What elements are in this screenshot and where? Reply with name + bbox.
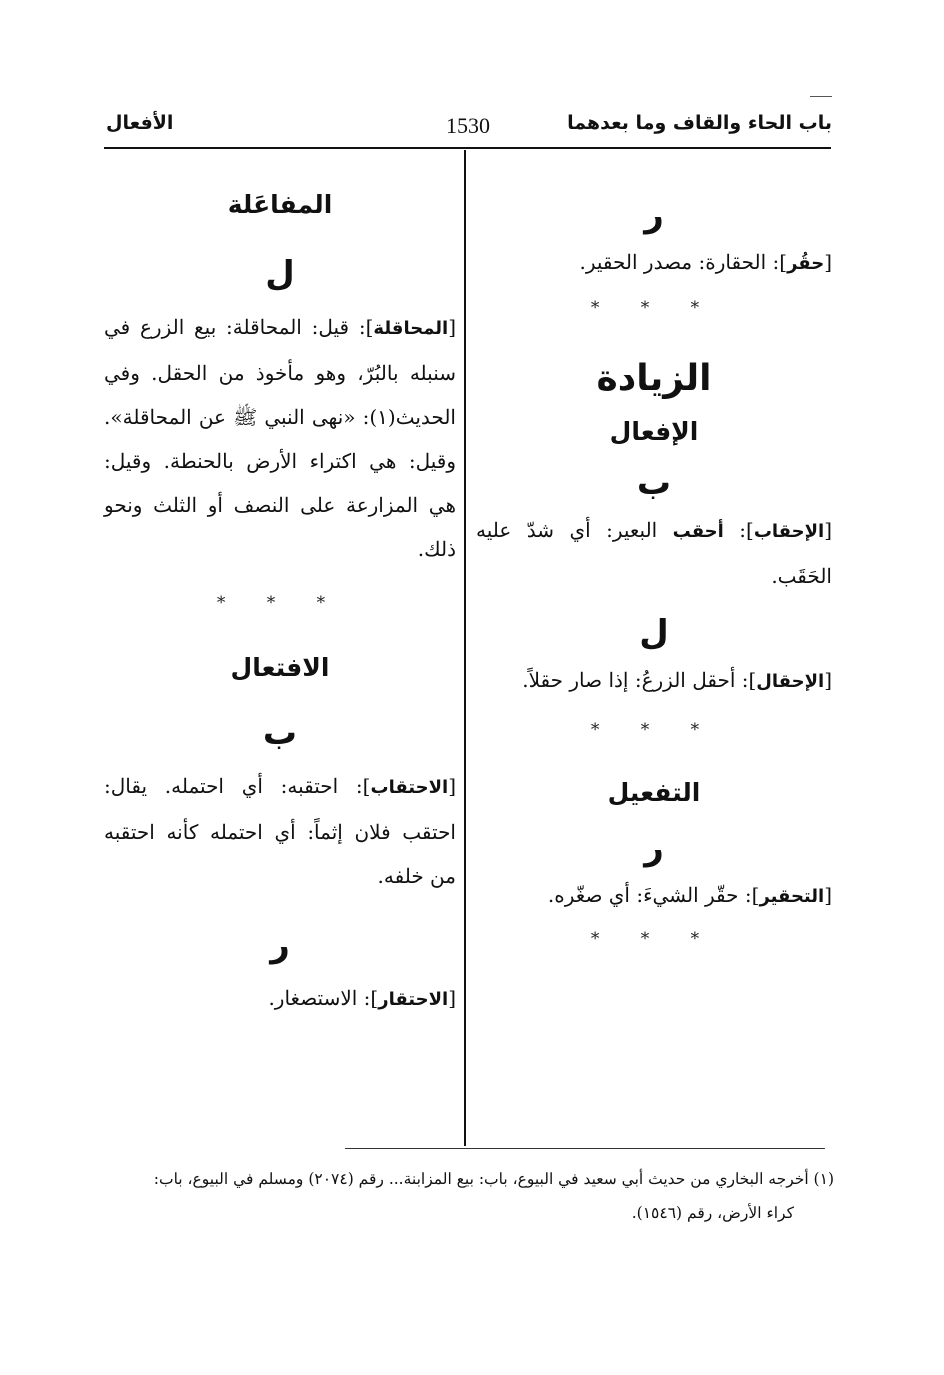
separator-stars: * * * (590, 720, 718, 740)
left-column (104, 150, 456, 1022)
heading-mufa3ala: المفاعَلة (227, 190, 333, 219)
entry-muhaqala: [المحاقلة]: قيل: المحاقلة: بيع الزرع في سنبله بالبُرّ، وهو مأخوذ من الحقل. وفي الحديث(١): «نهى النبي ﷺ عن المحاقلة». وقيل: هي اكتراء الأرض بالحنطة. وقيل: هي المزارعة على النصف أو الثلث ونحو ذلك. (104, 315, 456, 561)
heading-ifti3al: الافتعال (230, 653, 330, 682)
entry-bold-word: أحقب (672, 521, 724, 542)
letter-heading: ر (644, 828, 664, 868)
entry-headword: الاحتقار (378, 989, 449, 1010)
letter-heading: ل (639, 613, 669, 653)
letter-heading: ر (644, 195, 664, 235)
column-divider (464, 150, 466, 1146)
entry-text: : قيل: المحاقلة: بيع الزرع في سنبله بالبُرّ، وهو مأخوذ من الحقل. وفي الحديث(١): «نهى النبي ﷺ عن المحاقلة». وقيل: هي اكتراء الأرض بالحنطة. وقيل: هي المزارعة على النصف أو الثلث ونحو ذلك. (104, 315, 456, 561)
entry-text: : أحقل الزرعُ: إذا صار حقلاً. (522, 668, 749, 692)
entry-headword: التحقير (759, 886, 825, 907)
entry-headword: المحاقلة (373, 318, 449, 339)
separator-stars: * * * (216, 593, 344, 613)
entry-headword: حقُر (787, 253, 825, 274)
heading-ziyada: الزيادة (596, 358, 712, 399)
right-column (476, 150, 832, 949)
entry-ihqal: [الإحقال]: أحقل الزرعُ: إذا صار حقلاً. (522, 668, 832, 692)
header-rule (104, 147, 831, 149)
header-tick (810, 96, 832, 97)
footnote-line-2: كراء الأرض، رقم (١٥٤٦). (631, 1204, 794, 1222)
entry-text: : حقّر الشيءَ: أي صغّره. (547, 883, 752, 907)
entry-text: : الحقارة: مصدر الحقير. (579, 250, 780, 274)
footnote-line-1: (١) أخرجه البخاري من حديث أبي سعيد في البيوع، باب: بيع المزابنة... رقم (٢٠٧٤) ومسلم في البيوع، باب: (153, 1170, 834, 1188)
entry-text: البعير: أي شدّ عليه الحَقَب. (476, 518, 832, 588)
separator-stars: * * * (590, 298, 718, 318)
section-title: الأفعال (106, 112, 174, 134)
entry-haqr: [حقُر]: الحقارة: مصدر الحقير. (579, 250, 832, 274)
entry-ihqab: [الإحقاب]: أحقب البعير: أي شدّ عليه الحَقَب. (476, 518, 832, 588)
footnote-rule (345, 1148, 825, 1149)
entry-text: : الاستصغار. (268, 986, 371, 1010)
entry-headword: الإحقال (756, 671, 825, 692)
letter-heading: ب (636, 463, 672, 503)
heading-taf3il: التفعيل (607, 778, 701, 807)
entry-text: : احتقبه: أي احتمله. يقال: احتقب فلان إثماً: أي احتمله كأنه احتقبه من خلفه. (104, 774, 456, 888)
footnote (108, 1162, 834, 1230)
letter-heading: ر (270, 925, 290, 965)
entry-ihtiqab: [الاحتقاب]: احتقبه: أي احتمله. يقال: احتقب فلان إثماً: أي احتمله كأنه احتقبه من خلفه. (104, 774, 456, 888)
heading-ifal: الإفعال (609, 417, 699, 446)
letter-heading: ل (265, 254, 295, 294)
entry-headword: الإحقاب (753, 521, 825, 542)
separator-stars: * * * (590, 929, 718, 949)
letter-heading: ب (262, 713, 298, 753)
page-number: 1530 (446, 113, 490, 138)
entry-headword: الاحتقاب (370, 777, 449, 798)
chapter-title: باب الحاء والقاف وما بعدهما (567, 112, 832, 134)
entry-tahqir: [التحقير]: حقّر الشيءَ: أي صغّره. (547, 883, 832, 907)
entry-ihtiqar: [الاحتقار]: الاستصغار. (268, 986, 456, 1010)
